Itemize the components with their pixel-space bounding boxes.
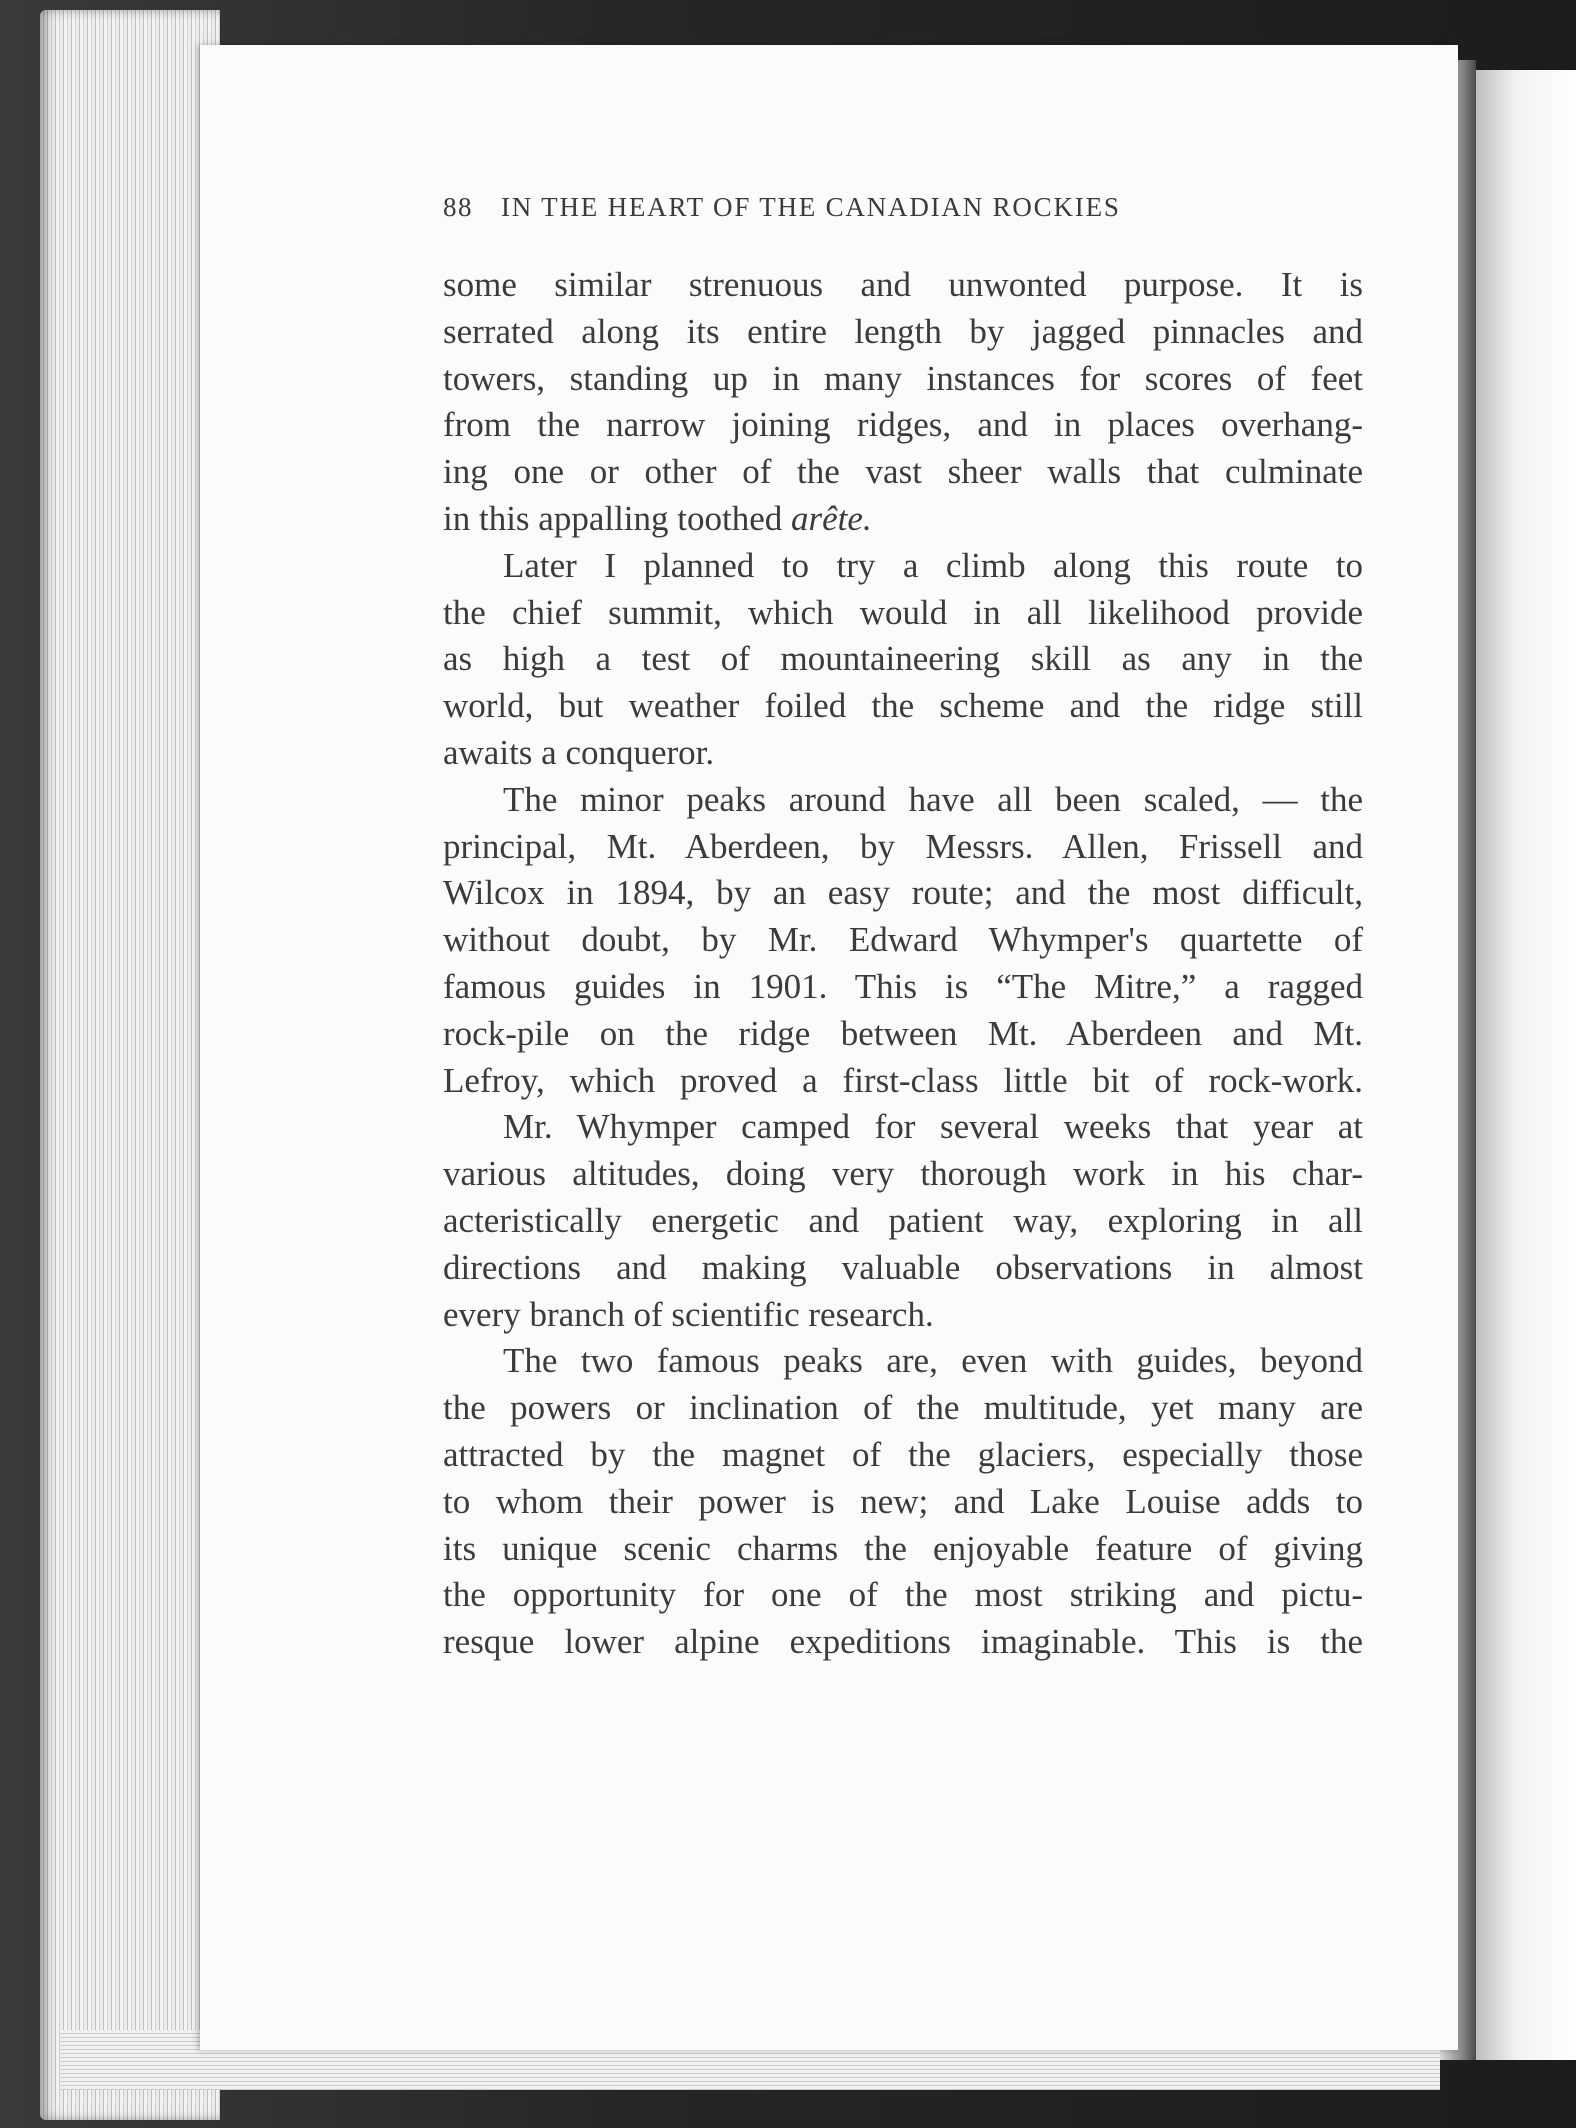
text-line: from the narrow joining ridges, and in places overhang-: [443, 405, 1363, 445]
running-head: [443, 192, 1363, 262]
paragraph-1: [443, 262, 1363, 543]
text-line: awaits a conqueror.: [443, 732, 715, 772]
text-line: acteristically energetic and patient way, exploring in all: [443, 1200, 1363, 1240]
text-line: without doubt, by Mr. Edward Whymper's quartette of: [443, 920, 1363, 960]
italic-word: arête.: [791, 498, 872, 538]
text-line: The two famous peaks are, even with guides, beyond: [503, 1341, 1363, 1381]
text-line: [443, 496, 1363, 543]
text-line: Later I planned to try a climb along this route to: [503, 545, 1363, 585]
text-line: some similar strenuous and unwonted purpose. It is: [443, 265, 1363, 304]
paragraph-4: [443, 1104, 1363, 1338]
text-line: Lefroy, which proved a first-class little bit of rock-work.: [443, 1060, 1363, 1100]
page-edges: [40, 10, 220, 2120]
text-line: as high a test of mountaineering skill as any in the: [443, 639, 1363, 679]
paragraph-3: [443, 777, 1363, 1105]
facing-page: [1476, 70, 1576, 2060]
text-line: principal, Mt. Aberdeen, by Messrs. Allen, Frissell and: [443, 826, 1363, 866]
text-line: resque lower alpine expeditions imaginable. This is the: [443, 1622, 1363, 1662]
text-line: rock-pile on the ridge between Mt. Aberdeen and Mt.: [443, 1013, 1363, 1053]
text-line: the powers or inclination of the multitude, yet many are: [443, 1388, 1363, 1428]
text-line: towers, standing up in many instances for scores of feet: [443, 358, 1363, 398]
paragraph-2: [443, 543, 1363, 777]
text-line: Mr. Whymper camped for several weeks that year at: [503, 1107, 1363, 1147]
text-line: Wilcox in 1894, by an easy route; and the most difficult,: [443, 873, 1363, 913]
page-number: 88: [443, 192, 473, 222]
text-block: [443, 192, 1363, 1666]
text-line: world, but weather foiled the scheme and the ridge still: [443, 686, 1363, 726]
text-line: various altitudes, doing very thorough work in his char-: [443, 1154, 1363, 1194]
text-line: to whom their power is new; and Lake Louise adds to: [443, 1481, 1363, 1521]
text-run: in this appalling toothed: [443, 498, 792, 538]
text-line: famous guides in 1901. This is “The Mitre,” a ragged: [443, 966, 1363, 1006]
text-line: the opportunity for one of the most striking and pictu-: [443, 1575, 1363, 1615]
text-line: its unique scenic charms the enjoyable feature of giving: [443, 1528, 1363, 1568]
paragraph-5: [443, 1338, 1363, 1666]
text-line: the chief summit, which would in all likelihood provide: [443, 592, 1363, 632]
running-title: IN THE HEART OF THE CANADIAN ROCKIES: [501, 192, 1121, 222]
text-line: serrated along its entire length by jagged pinnacles and: [443, 311, 1363, 351]
text-line: ing one or other of the vast sheer walls that culminate: [443, 452, 1363, 492]
text-line: The minor peaks around have all been scaled, — the: [503, 779, 1363, 819]
text-line: every branch of scientific research.: [443, 1294, 934, 1334]
text-line: attracted by the magnet of the glaciers, especially those: [443, 1434, 1363, 1474]
text-line: directions and making valuable observations in almost: [443, 1247, 1363, 1287]
